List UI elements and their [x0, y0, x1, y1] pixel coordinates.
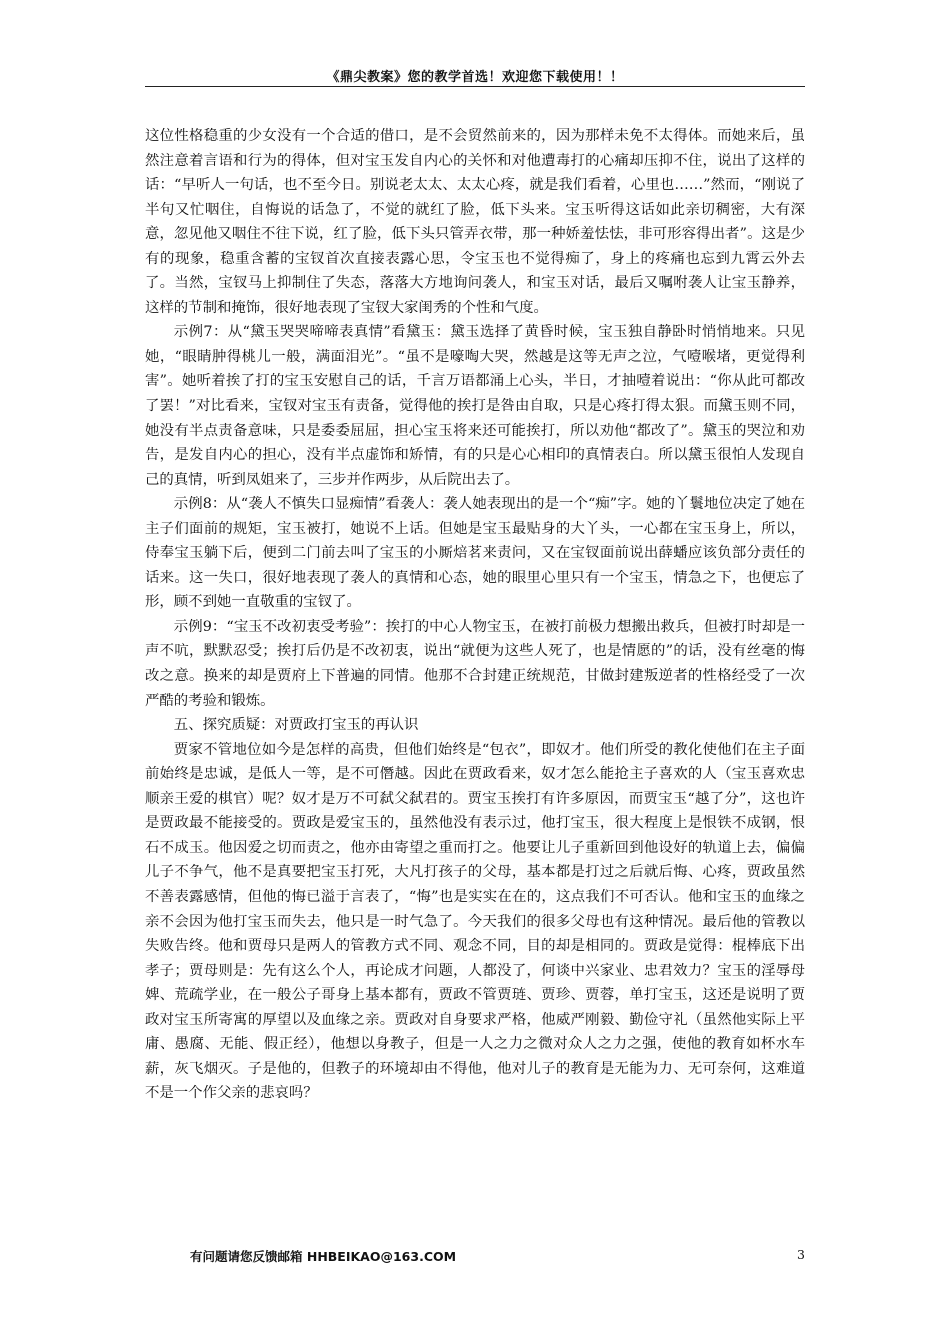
paragraph-1: 这位性格稳重的少女没有一个合适的借口，是不会贸然前来的，因为那样未免不太得体。而她来后，虽然注意着言语和行为的得体，但对宝玉发自内心的关怀和对他遭毒打的心痛却压抑不住，说出了这样的话：“早听人一句话，也不至今日。别说老太太、太太心疼，就是我们看着，心里也……”然而，“刚说了半句又忙咽住，自悔说的话急了，不觉的就红了脸，低下头来。宝玉听得这话如此亲切稠密，大有深意，忽见他又咽住不往下说，红了脸，低下头只管弄衣带，那一种娇羞怯怯，非可形容得出者”。这是少有的现象，稳重含蓄的宝钗首次直接表露心思，令宝玉也不觉得痴了，身上的疼痛也忘到九霄云外去了。当然，宝钗马上抑制住了失态，落落大方地询问袭人，和宝玉对话，最后又嘱咐袭人让宝玉静养，这样的节制和掩饰，很好地表现了宝钗大家闺秀的个性和气度。 — [145, 128, 805, 316]
body-text — [145, 124, 805, 1106]
paragraph-analysis: 贾家不管地位如今是怎样的高贵，但他们始终是“包衣”，即奴才。他们所受的教化使他们在主子面前始终是忠诚，是低人一等，是不可僭越。因此在贾政看来，奴才怎么能抢主子喜欢的人（宝玉喜欢忠顺亲王爱的棋官）呢？奴才是万不可弑父弑君的。贾宝玉挨打有许多原因，而贾宝玉“越了分”，这也许是贾政最不能接受的。贾政是爱宝玉的，虽然他没有表示过，他打宝玉，很大程度上是恨铁不成钢，恨石不成玉。他因爱之切而责之，他亦由寄望之重而打之。他要让儿子重新回到他设好的轨道上去，偏偏儿子不争气，他不是真要把宝玉打死，大凡打孩子的父母，基本都是打过之后就后悔、心疼，贾政虽然不善表露感情，但他的悔已溢于言表了，“悔”也是实实在在的，这点我们不可否认。他和宝玉的血缘之亲不会因为他打宝玉而失去，他只是一时气急了。今天我们的很多父母也有这种情况。最后他的管教以失败告终。他和贾母只是两人的管教方式不同、观念不同，目的却是相同的。贾政是觉得：棍棒底下出孝子；贾母则是：先有这么个人，再论成才问题，人都没了，何谈中兴家业、忠君效力？宝玉的淫辱母婢、荒疏学业，在一般公子哥身上基本都有，贾政不管贾琏、贾珍、贾蓉，单打宝玉，这还是说明了贾政对宝玉所寄寓的厚望以及血缘之亲。贾政对自身要求严格，他威严刚毅、勤俭守礼（虽然他实际上平庸、愚腐、无能、假正经），他想以身教子，但是一人之力之微对众人之力之强，使他的教育如杯水车薪，灰飞烟灭。子是他的，但教子的环境却由不得他，他对儿子的教育是无能为力、无可奈何，这难道不是一个作父亲的悲哀吗？ — [145, 741, 805, 1102]
paragraph-example-9: 示例9：“宝玉不改初衷受考验”：挨打的中心人物宝玉，在被打前极力想搬出救兵，但被打时却是一声不吭，默默忍受；挨打后仍是不改初衷，说出“就便为这些人死了，也是情愿的”的话，没有丝毫的悔改之意。换来的却是贾府上下普遍的同情。他那不合封建正统规范，甘做封建叛逆者的性格经受了一次严酷的考验和锻炼。 — [145, 618, 805, 709]
section-heading-5: 五、探究质疑：对贾政打宝玉的再认识 — [173, 717, 419, 734]
page-header-title: 《鼎尖教案》您的教学首选！欢迎您下载使用！！ — [326, 70, 624, 85]
page-number: 3 — [797, 1247, 805, 1262]
header-divider — [145, 86, 805, 87]
footer-feedback-email: 有问题请您反馈邮箱 HHBEIKAO@163.COM — [190, 1249, 457, 1264]
paragraph-example-8: 示例8：从“袭人不慎失口显痴情”看袭人：袭人她表现出的是一个“痴”字。她的丫鬟地位决定了她在主子们面前的规矩，宝玉被打，她说不上话。但她是宝玉最贴身的大丫头，一心都在宝玉身上，所以，侍奉宝玉躺下后，便到二门前去叫了宝玉的小厮焙茗来责问，又在宝钗面前说出薛蟠应该负部分责任的话来。这一失口，很好地表现了袭人的真情和心态，她的眼里心里只有一个宝玉，情急之下，也便忘了形，顾不到她一直敬重的宝钗了。 — [145, 496, 805, 611]
paragraph-example-7: 示例7：从“黛玉哭哭啼啼表真情”看黛玉：黛玉选择了黄昏时候，宝玉独自静卧时悄悄地来。只见她，“眼睛肿得桃儿一般，满面泪光”。“虽不是嚎啕大哭，然越是这等无声之泣，气噎喉堵，更觉得利害”。她听着挨了打的宝玉安慰自己的话，千言万语都涌上心头，半日，才抽噎着说出：“你从此可都改了罢！”对比看来，宝钗对宝玉有责备，觉得他的挨打是咎由自取，只是心疼打得太狠。而黛玉则不同，她没有半点责备意味，只是委委屈屈，担心宝玉将来还可能挨打，所以劝他“都改了”。黛玉的哭泣和劝告，是发自内心的担心，没有半点虚饰和矫情，有的只是心心相印的真情表白。所以黛玉很怕人发现自己的真情，听到凤姐来了，三步并作两步，从后院出去了。 — [145, 324, 805, 488]
page-footer — [190, 1247, 805, 1265]
